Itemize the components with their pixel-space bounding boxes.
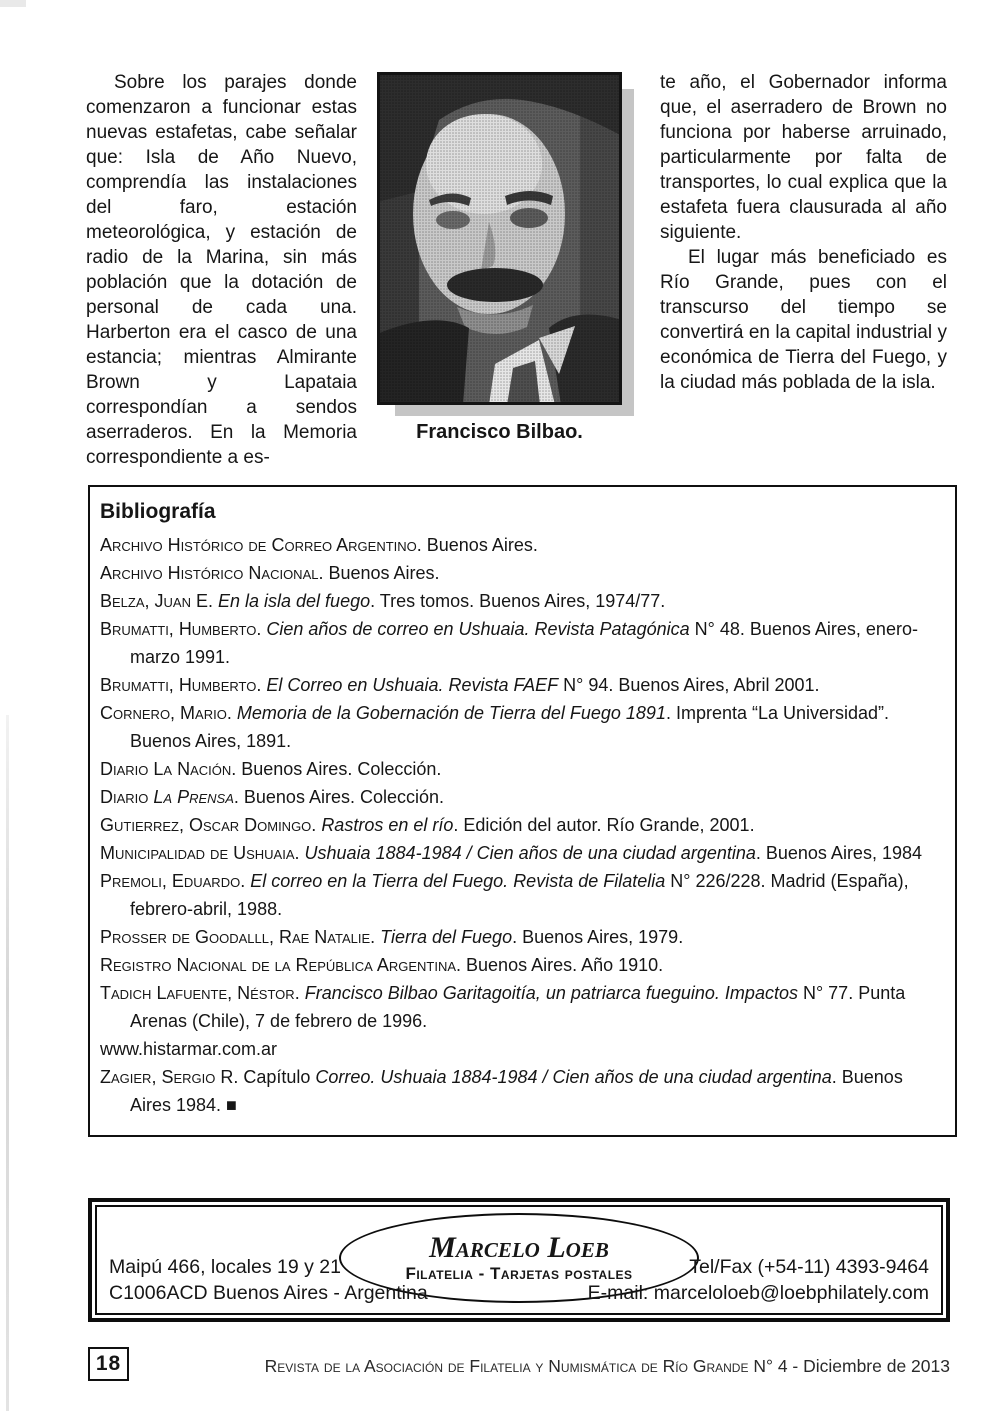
photo-caption: Francisco Bilbao. <box>416 421 583 443</box>
article-paragraph: El lugar más beneficiado es Río Grande, pues con el transcurso del tiempo se convertirá en la capital industrial y económica de Tierra del Fuego, y la ciudad más poblada de la isla. <box>660 247 947 393</box>
ad-contact-block <box>588 1254 929 1306</box>
bibliography-entry: Municipalidad de Ushuaia. Ushuaia 1884-1984 / Cien años de una ciudad argentina. Buenos Aires, 1984 <box>100 843 922 863</box>
footer-journal-line <box>265 1356 950 1377</box>
ad-phone: Tel/Fax (+54-11) 4393-9464 <box>689 1256 929 1278</box>
article-paragraph: te año, el Gobernador informa que, el aserradero de Brown no funciona por haberse arruinado, particularmente por falta de transportes, lo cual explica que la estafeta fuera clausurada al año siguiente. <box>660 72 947 243</box>
ad-address-line2: C1006ACD Buenos Aires - Argentina <box>109 1282 428 1304</box>
bibliography-entry: Belza, Juan E. En la isla del fuego. Tres tomos. Buenos Aires, 1974/77. <box>100 591 666 611</box>
footer-journal-title: Revista de la Asociación de Filatelia y Numismática de Río Grande <box>264 1356 749 1376</box>
bibliography-entry: Prosser de Goodalll, Rae Natalie. Tierra del Fuego. Buenos Aires, 1979. <box>100 927 684 947</box>
ad-business-subtitle: Filatelia - Tarjetas postales <box>405 1263 633 1283</box>
bibliography-entries <box>100 531 943 1119</box>
bibliography-entry: Diario La Prensa. Buenos Aires. Colección. <box>100 787 445 807</box>
ad-address-line1: Maipú 466, locales 19 y 21 <box>109 1256 341 1278</box>
ad-email: E-mail: marceloloeb@loebphilately.com <box>587 1282 929 1304</box>
bibliography-entry: Archivo Histórico de Correo Argentino. Buenos Aires. <box>100 535 538 555</box>
scan-artifact <box>0 0 26 7</box>
bibliography-entry: Brumatti, Humberto. El Correo en Ushuaia. Revista FAEF N° 94. Buenos Aires, Abril 2001. <box>100 675 820 695</box>
page-number-box <box>88 1347 129 1381</box>
bibliography-entry: Premoli, Eduardo. El correo en la Tierra del Fuego. Revista de Filatelia N° 226/228. Madrid (España), febrero-abril, 1988. <box>100 871 909 919</box>
bibliography-entry: Diario La Nación. Buenos Aires. Colección. <box>100 759 442 779</box>
page-number: 18 <box>95 1352 122 1375</box>
bibliography-entry: Tadich Lafuente, Néstor. Francisco Bilbao Garitagoitía, un patriarca fueguino. Impactos N° 77. Punta Arenas (Chile), 7 de febrero de 1996. <box>100 983 906 1031</box>
ad-address-block <box>109 1254 428 1306</box>
bibliography-entry: Cornero, Mario. Memoria de la Gobernación de Tierra del Fuego 1891. Imprenta “La Universidad”. Buenos Aires, 1891. <box>100 703 890 751</box>
article-left-column <box>86 70 357 470</box>
portrait-photo <box>377 72 622 405</box>
bibliography-entry: www.histarmar.com.ar <box>100 1039 278 1059</box>
footer-journal-issue: N° 4 - Diciembre de 2013 <box>748 1356 950 1376</box>
ad-business-name: Marcelo Loeb <box>429 1230 609 1264</box>
bibliography-entry: Archivo Histórico Nacional. Buenos Aires. <box>100 563 440 583</box>
article-paragraph: Sobre los parajes donde comenzaron a funcionar estas nuevas estafetas, cabe señalar que: Isla de Año Nuevo, comprendía las instalaciones del faro, estación meteorológica, y estación de radio de la Marina, sin más población que la dotación de personal de cada una. Harberton era el casco de una estancia; mientras Almirante Brown y Lapataia correspondían a sendos aserraderos. En la Memoria correspondiente a es- <box>86 72 357 468</box>
bibliography-entry: Zagier, Sergio R. Capítulo Correo. Ushuaia 1884-1984 / Cien años de una ciudad argentina. Buenos Aires 1984. ■ <box>100 1067 903 1115</box>
bibliography-entry: Gutierrez, Oscar Domingo. Rastros en el río. Edición del autor. Río Grande, 2001. <box>100 815 755 835</box>
scan-artifact <box>6 715 9 1411</box>
bibliography-entry: Brumatti, Humberto. Cien años de correo en Ushuaia. Revista Patagónica N° 48. Buenos Aires, enero-marzo 1991. <box>100 619 918 667</box>
article-right-column <box>660 70 947 395</box>
portrait-photo-illustration <box>377 72 622 405</box>
bibliography-title: Bibliografía <box>100 500 216 523</box>
bibliography-box <box>88 485 957 1137</box>
advertisement-inner-frame <box>95 1205 943 1315</box>
bibliography-entry: Registro Nacional de la República Argentina. Buenos Aires. Año 1910. <box>100 955 664 975</box>
advertisement-box <box>88 1198 950 1322</box>
portrait-figure <box>377 72 622 444</box>
